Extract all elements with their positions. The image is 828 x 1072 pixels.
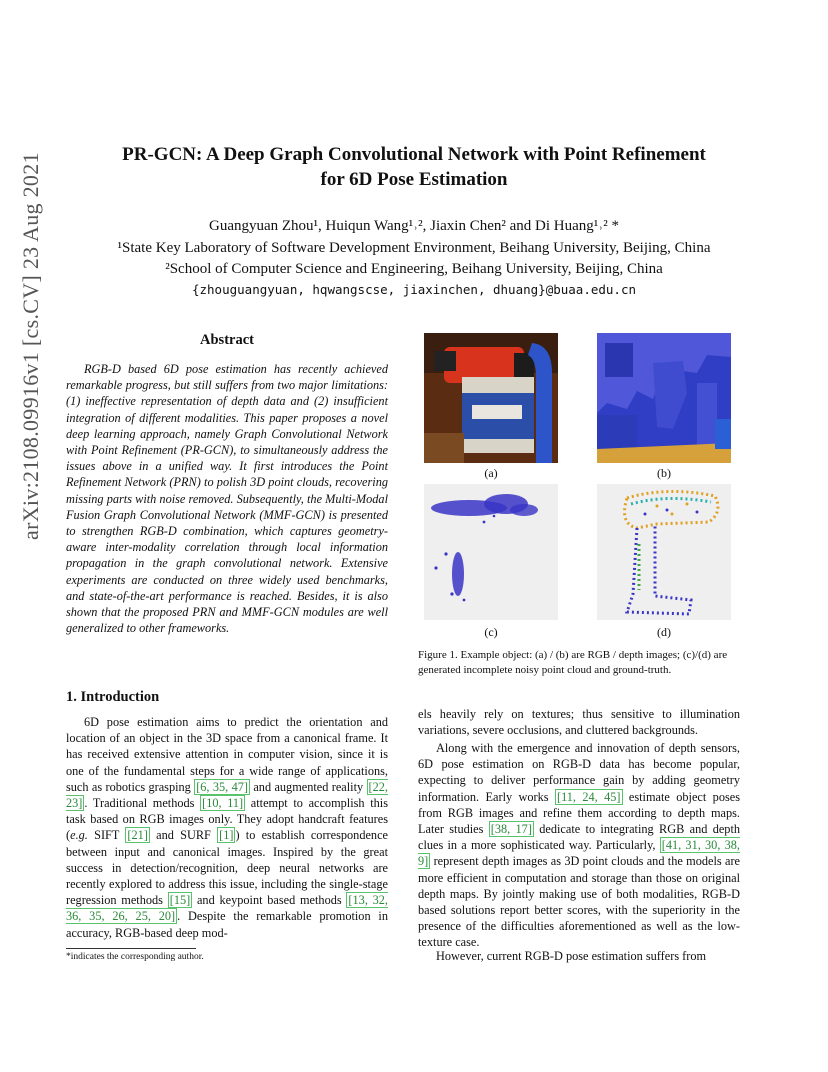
figure-depth-image — [597, 333, 731, 463]
right-paragraph-3: However, current RGB-D pose estimation suffers from — [436, 949, 707, 963]
figure-caption: Figure 1. Example object: (a) / (b) are RGB / depth images; (c)/(d) are generated incomplete noisy point cloud and ground-truth. — [418, 649, 728, 676]
citation-link[interactable]: [1] — [219, 828, 234, 843]
subfigure-label-c: (c) — [484, 625, 498, 639]
right-paragraph-1: els heavily rely on textures; thus sensitive to illumination variations, severe occlusions, and cluttered backgrounds. — [418, 707, 740, 738]
arxiv-side-label: arXiv:2108.09916v1 [cs.CV] 23 Aug 2021 — [18, 152, 43, 540]
citation-link[interactable]: [38, 17] — [490, 822, 532, 837]
subfigure-label-a: (a) — [484, 466, 498, 480]
right-paragraph-2: Along with the emergence and innovation of depth sensors, 6D pose estimation on RGB-D data has become popular, expecting to deliver performance gain by adding geometry information. Early works [11, 24, 45] estimate object poses from RGB images and refine them according to depth maps. Later studies [38, 17] dedicate to integrating RGB and depth clues in a more sophisticated way. Particularly, [41, 31, 30, 38, 9] represent depth images as 3D point clouds and the models are more efficient in computation and storage than those on original depth maps. By jointly making use of both modalities, RGB-D based solutions report better scores, with the superiority in the presence of the difficulties aforementioned as well as the low-texture case. — [418, 741, 741, 950]
citation-link[interactable]: [10, 11] — [202, 796, 244, 811]
paper-title — [60, 142, 768, 192]
citation-link[interactable]: [41, 31, 30, 38, 9] — [418, 838, 740, 869]
footnote: *indicates the corresponding author. — [66, 952, 204, 962]
title-line-1: PR-GCN: A Deep Graph Convolutional Network with Point Refinement — [122, 144, 706, 165]
authors: Guangyuan Zhou¹, Huiqun Wang¹˒², Jiaxin Chen² and Di Huang¹˒² * — [208, 218, 620, 234]
subfigure-label-d: (d) — [657, 625, 671, 639]
title-line-2: for 6D Pose Estimation — [320, 169, 508, 190]
intro-paragraph-1: 6D pose estimation aims to predict the orientation and location of an object in the 3D space from a canonical frame. It has received extensive attention in computer vision, since it is one of the fundamental steps for a wide range of applications, such as robotics grasping [6, 35, 47] and augmented reality [22, 23] . Traditional methods [10, 11] attempt to accomplish this task based on RGB images only. They adopt handcraft features (e.g. SIFT [21] and SURF [1] ) to establish correspondence between input and canonical images. Inspired by the great success in detection/recognition, deep neural networks are recently explored to address this issue, including the single-stage regression methods [15] and keypoint based methods [13, 32, 36, 35, 26, 25, 20] . Despite the remarkable promotion in accuracy, RGB-based deep mod- — [66, 715, 389, 940]
figure-noisy-point-cloud — [424, 484, 558, 620]
citation-link[interactable]: [11, 24, 45] — [556, 789, 621, 804]
citation-link[interactable]: [6, 35, 47] — [196, 779, 248, 794]
affiliation-1: ¹State Key Laboratory of Software Development Environment, Beihang University, Beijing, China — [117, 240, 711, 256]
intro-heading: 1. Introduction — [66, 689, 160, 705]
figure-ground-truth-point-cloud — [597, 484, 731, 620]
citation-link[interactable]: [22, 23] — [66, 779, 388, 811]
subfigure-label-b: (b) — [657, 466, 671, 480]
citation-link[interactable]: [21] — [127, 828, 148, 843]
abstract-heading: Abstract — [200, 332, 254, 348]
affiliation-2: ²School of Computer Science and Engineering, Beihang University, Beijing, China — [165, 261, 663, 277]
figure-rgb-image — [424, 333, 558, 463]
citation-link[interactable]: [13, 32, 36, 35, 26, 25, 20] — [66, 893, 389, 924]
author-emails: {zhouguangyuan, hqwangscse, jiaxinchen, dhuang}@buaa.edu.cn — [191, 282, 636, 297]
footnote-rule — [66, 948, 196, 949]
abstract-text: RGB-D based 6D pose estimation has recently achieved remarkable progress, but still suffers from two major limitations: (1) ineffective representation of depth data and (2) insufficient integration of different modalities. This paper proposes a novel deep learning approach, namely Graph Convolutional Network with Point Refinement (PR-GCN), to simultaneously address the issues above in a unified way. It first introduces the Point Refinement Network (PRN) to polish 3D point clouds, recovering missing parts with noise removed. Subsequently, the Multi-Modal Fusion Graph Convolutional Network (MMF-GCN) is presented to strengthen RGB-D combination, which captures geometry-aware inter-modality correlation through local information propagation in the graph convolutional network. Extensive experiments are conducted on three widely used benchmarks, and state-of-the-art performance is reached. Besides, it is also shown that the proposed PRN and MMF-GCN modules are well generalized to other frameworks. — [66, 362, 388, 636]
citation-link[interactable]: [15] — [169, 893, 191, 908]
